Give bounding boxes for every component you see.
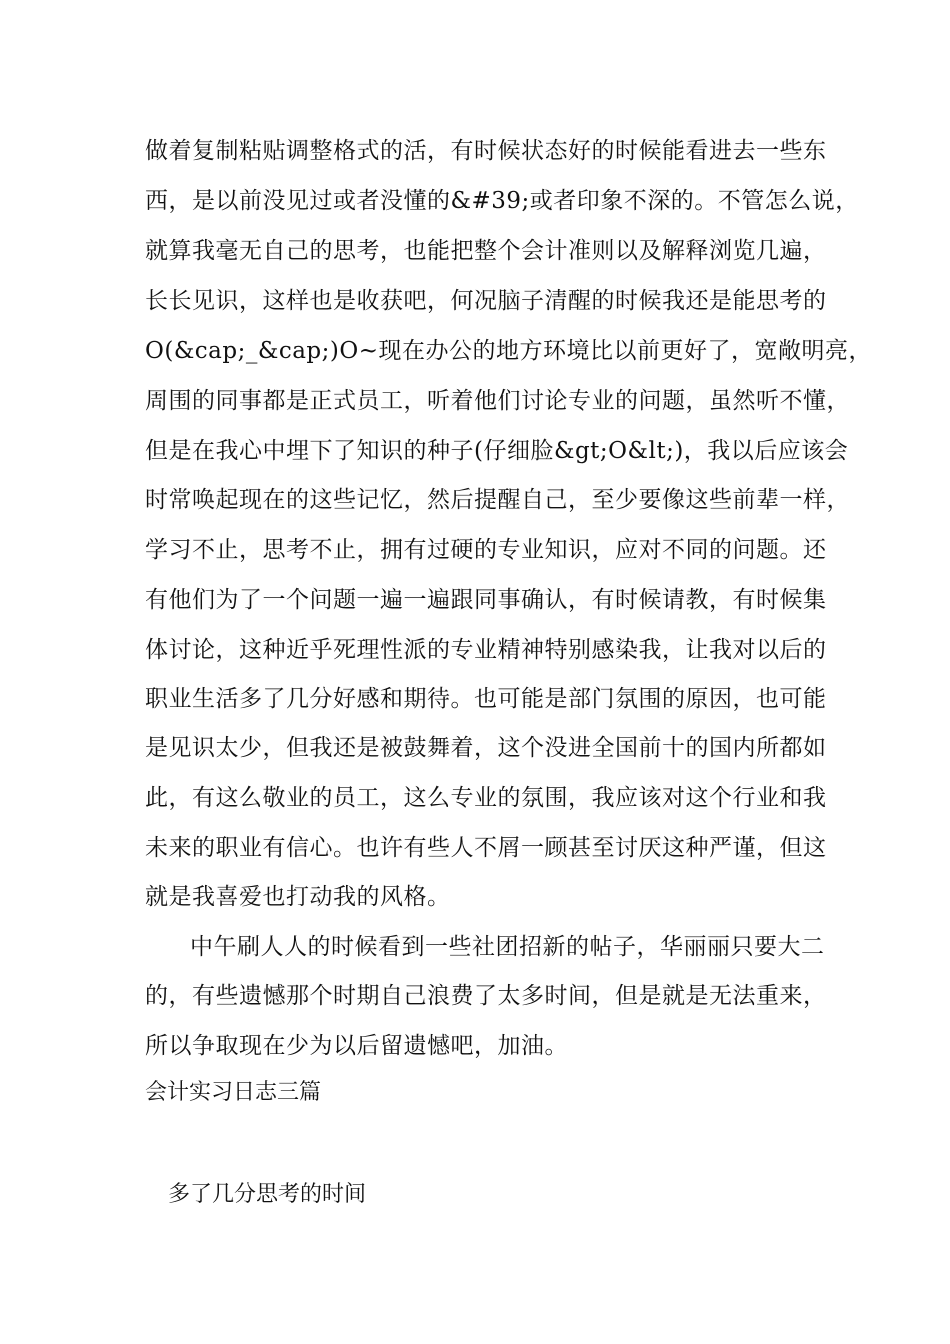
paragraph-1-line: 学习不止，思考不止，拥有过硬的专业知识，应对不同的问题。还 (145, 537, 827, 563)
paragraph-1-line: 就算我毫无自己的思考，也能把整个会计准则以及解释浏览几遍， (145, 238, 827, 264)
paragraph-1-line: 做着复制粘贴调整格式的活，有时候状态好的时候能看进去一些东 (145, 138, 827, 164)
paragraph-1-line: 此，有这么敬业的员工，这么专业的氛围，我应该对这个行业和我 (145, 785, 827, 811)
paragraph-1-line: 未来的职业有信心。也许有些人不屑一顾甚至讨厌这种严谨，但这 (145, 835, 827, 861)
paragraph-1-line: 职业生活多了几分好感和期待。也可能是部门氛围的原因，也可能 (145, 686, 827, 712)
paragraph-1-line: 西，是以前没见过或者没懂的&#39;或者印象不深的。不管怎么说， (145, 188, 859, 214)
paragraph-1-line: 就是我喜爱也打动我的风格。 (145, 884, 451, 910)
section-title: 会计实习日志三篇 (145, 1080, 322, 1105)
paragraph-2-line: 的，有些遗憾那个时期自己浪费了太多时间，但是就是无法重来， (145, 983, 827, 1009)
paragraph-1-line: 长长见识，这样也是收获吧，何况脑子清醒的时候我还是能思考的 (145, 288, 827, 314)
paragraph-1-line: 时常唤起现在的这些记忆，然后提醒自己，至少要像这些前辈一样， (145, 487, 850, 513)
paragraph-2-line: 所以争取现在少为以后留遗憾吧，加油。 (145, 1033, 568, 1059)
paragraph-1-line: 有他们为了一个问题一遍一遍跟同事确认，有时候请教，有时候集 (145, 587, 827, 613)
paragraph-1-line: 但是在我心中埋下了知识的种子(仔细脸&gt;O&lt;)，我以后应该会 (145, 438, 849, 464)
entry-subtitle: 多了几分思考的时间 (168, 1182, 367, 1207)
paragraph-1-line: 是见识太少，但我还是被鼓舞着，这个没进全国前十的国内所都如 (145, 735, 827, 761)
paragraph-1-line: 周围的同事都是正式员工，听着他们讨论专业的问题，虽然听不懂， (145, 388, 850, 414)
paragraph-1-line: O(&cap;_&cap;)O~现在办公的地方环境比以前更好了，宽敞明亮， (145, 338, 873, 364)
paragraph-1-line: 体讨论，这种近乎死理性派的专业精神特别感染我，让我对以后的 (145, 637, 827, 663)
paragraph-2-line: 中午刷人人的时候看到一些社团招新的帖子，华丽丽只要大二 (190, 934, 825, 960)
